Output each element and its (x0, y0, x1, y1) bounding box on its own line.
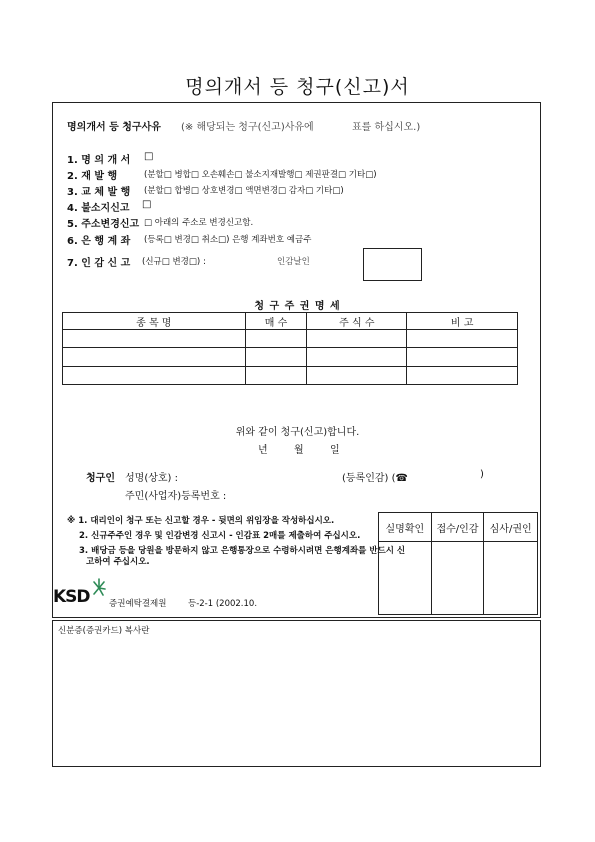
cell[interactable] (407, 330, 518, 348)
footer-form-number: 등-2-1 (2002.10. (188, 599, 258, 609)
item-1-checkbox[interactable]: □ (144, 151, 154, 162)
col-header-count: 매 수 (245, 313, 307, 330)
col-header-stock-name: 종 목 명 (63, 313, 246, 330)
cell[interactable] (245, 330, 307, 348)
note-3-cont: 고하여 주십시오. (86, 557, 150, 567)
cell[interactable] (407, 348, 518, 367)
approval-cell-review[interactable] (484, 542, 538, 615)
ksd-logo (53, 587, 90, 607)
date-day: 일 (330, 445, 340, 456)
ksd-logo-burst-icon (92, 576, 106, 600)
cell[interactable] (63, 367, 246, 385)
table-row (63, 348, 518, 367)
approval-header-receipt: 접수/인감 (431, 513, 484, 542)
note-1: ※ 1. 대리인이 청구 또는 신고할 경우 - 뒷면의 위임장을 작성하십시오. (67, 516, 335, 526)
date-year: 년 (258, 445, 268, 456)
cell[interactable] (407, 367, 518, 385)
cell[interactable] (63, 330, 246, 348)
page-title: 명의개서 등 청구(신고)서 (185, 76, 410, 98)
item-6-options[interactable]: (등록□ 변경□ 취소□) 은행 계좌번호 예금주 (144, 235, 312, 245)
approval-cell-receipt[interactable] (431, 542, 484, 615)
approval-header-review: 심사/권인 (484, 513, 538, 542)
reason-header-note: (※ 해당되는 청구(신고)사유에 (181, 122, 314, 133)
item-5-label: 5. 주소변경신고 (67, 219, 140, 230)
note-3: 3. 배당금 등을 당원을 방문하지 않고 은행통장으로 수령하시려면 은행계좌를 반드시 신 (79, 546, 406, 556)
date-month: 월 (294, 445, 304, 456)
stock-table (62, 312, 518, 385)
cell[interactable] (307, 330, 407, 348)
approval-cell-identity[interactable] (379, 542, 432, 615)
item-3-options[interactable]: (분할□ 합병□ 상호변경□ 액면변경□ 감자□ 기타□) (144, 186, 344, 196)
item-7-options[interactable]: (신규□ 변경□) : (142, 257, 206, 267)
cell[interactable] (307, 367, 407, 385)
col-header-remarks: 비 고 (407, 313, 518, 330)
item-4-checkbox[interactable]: □ (142, 199, 152, 210)
claimant-name-label: 성명(상호) : (125, 473, 178, 484)
table-row (63, 330, 518, 348)
ksd-logo-text: KSD (53, 587, 90, 607)
item-2-options[interactable]: (분할□ 병합□ 오손훼손□ 불소지재발행□ 제권판결□ 기타□) (144, 170, 377, 180)
item-5-options[interactable]: □ 아래의 주소로 변경신고함. (144, 218, 254, 228)
cell[interactable] (245, 348, 307, 367)
claimant-seal-label: (등록인감) (☎ (342, 473, 408, 484)
id-copy-label: 신분증(증권카드) 복사란 (58, 626, 150, 636)
stamp-label: 인감날인 (277, 257, 310, 267)
seal-stamp-box[interactable] (363, 248, 422, 281)
reason-header-label: 명의개서 등 청구사유 (67, 122, 161, 133)
item-6-label: 6. 은 행 계 좌 (67, 236, 131, 247)
cell[interactable] (307, 348, 407, 367)
col-header-shares: 주 식 수 (307, 313, 407, 330)
cell[interactable] (245, 367, 307, 385)
item-4-label: 4. 불소지신고 (67, 203, 130, 214)
note-2: 2. 신규주주인 경우 및 인감변경 신고시 - 인감표 2매를 제출하여 주십시오. (79, 531, 361, 541)
claimant-seal-close: ) (480, 469, 484, 480)
item-1-label: 1. 명 의 개 서 (67, 155, 131, 166)
item-7-label: 7. 인 감 신 고 (67, 258, 131, 269)
item-3-label: 3. 교 체 발 행 (67, 187, 131, 198)
approval-header-identity: 실명확인 (379, 513, 432, 542)
approval-header-row (379, 513, 538, 542)
cell[interactable] (63, 348, 246, 367)
footer-org: 증권예탁결제원 (109, 599, 167, 609)
id-copy-area[interactable] (52, 620, 541, 767)
approval-sign-row (379, 542, 538, 615)
stock-table-header (63, 313, 518, 330)
item-6-row (60, 233, 480, 247)
claimant-label: 청구인 (86, 473, 115, 484)
stock-table-title: 청 구 주 권 명 세 (254, 301, 341, 312)
approval-table (378, 512, 538, 615)
claimant-id-label: 주민(사업자)등록번호 : (125, 491, 227, 502)
reason-header-note-end: 표를 하십시오.) (352, 122, 421, 133)
item-2-label: 2. 재 발 행 (67, 171, 118, 182)
declaration: 위와 같이 청구(신고)합니다. (235, 427, 360, 438)
table-row (63, 367, 518, 385)
